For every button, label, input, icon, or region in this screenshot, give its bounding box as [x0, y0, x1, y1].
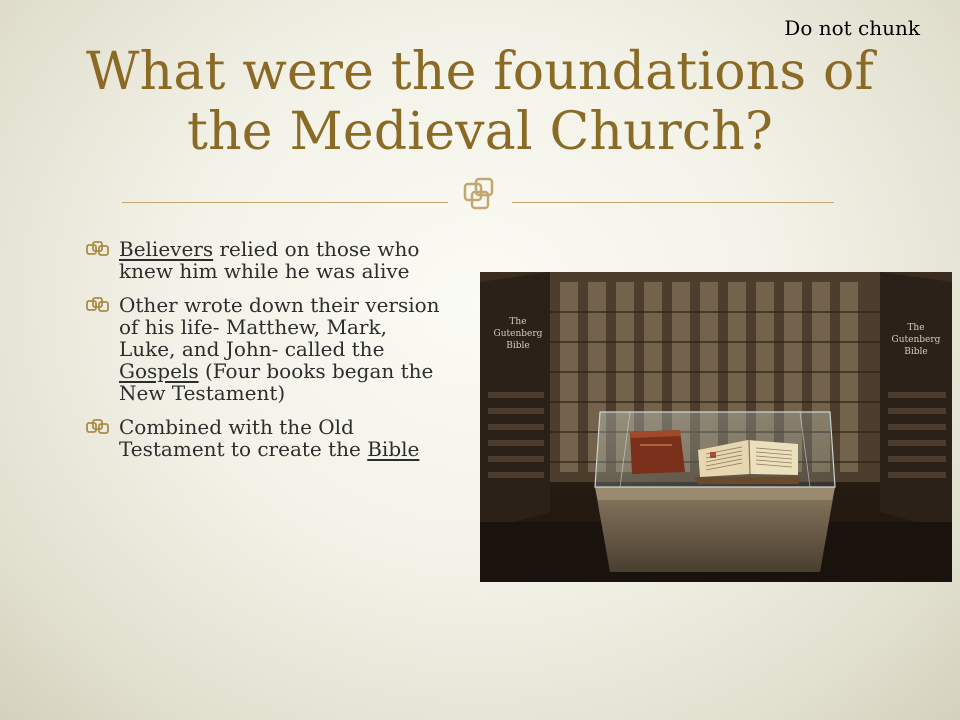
bullet-icon: [84, 296, 112, 314]
bullet-underlined-term: Believers: [119, 237, 214, 261]
bullet-text: Combined with the Old Testament to create the: [119, 415, 368, 461]
title-rule-left: [122, 202, 448, 203]
panel-left-line: Gutenberg: [493, 329, 543, 339]
bullet-item: [84, 238, 444, 282]
gutenberg-bible-photo: [480, 272, 952, 582]
bullet-underlined-term: Gospels: [119, 359, 199, 383]
bullet-list: [84, 238, 444, 472]
bullet-item: [84, 294, 444, 404]
flourish-icon: [456, 170, 506, 220]
bullet-text: relied on those who knew him while he was alive: [119, 237, 420, 283]
panel-left-line: Bible: [506, 341, 530, 351]
bullet-icon: [84, 418, 112, 436]
bullet-text: (Four books began the New Testament): [119, 359, 434, 405]
panel-left-line: The: [509, 317, 527, 327]
bullet-text: Other wrote down their version of his life- Matthew, Mark, Luke, and John- called the: [119, 293, 440, 361]
panel-right-line: The: [907, 323, 925, 333]
panel-right-line: Gutenberg: [891, 335, 941, 345]
corner-note: Do not chunk: [784, 16, 920, 40]
title-rule-right: [512, 202, 834, 203]
bullet-icon: [84, 240, 112, 258]
museum-display-icon: [480, 272, 952, 582]
bullet-underlined-term: Bible: [367, 437, 420, 461]
slide-title: What were the foundations of the Medieval Church?: [85, 42, 874, 162]
bullet-item: [84, 416, 444, 460]
panel-right-line: Bible: [904, 347, 928, 357]
